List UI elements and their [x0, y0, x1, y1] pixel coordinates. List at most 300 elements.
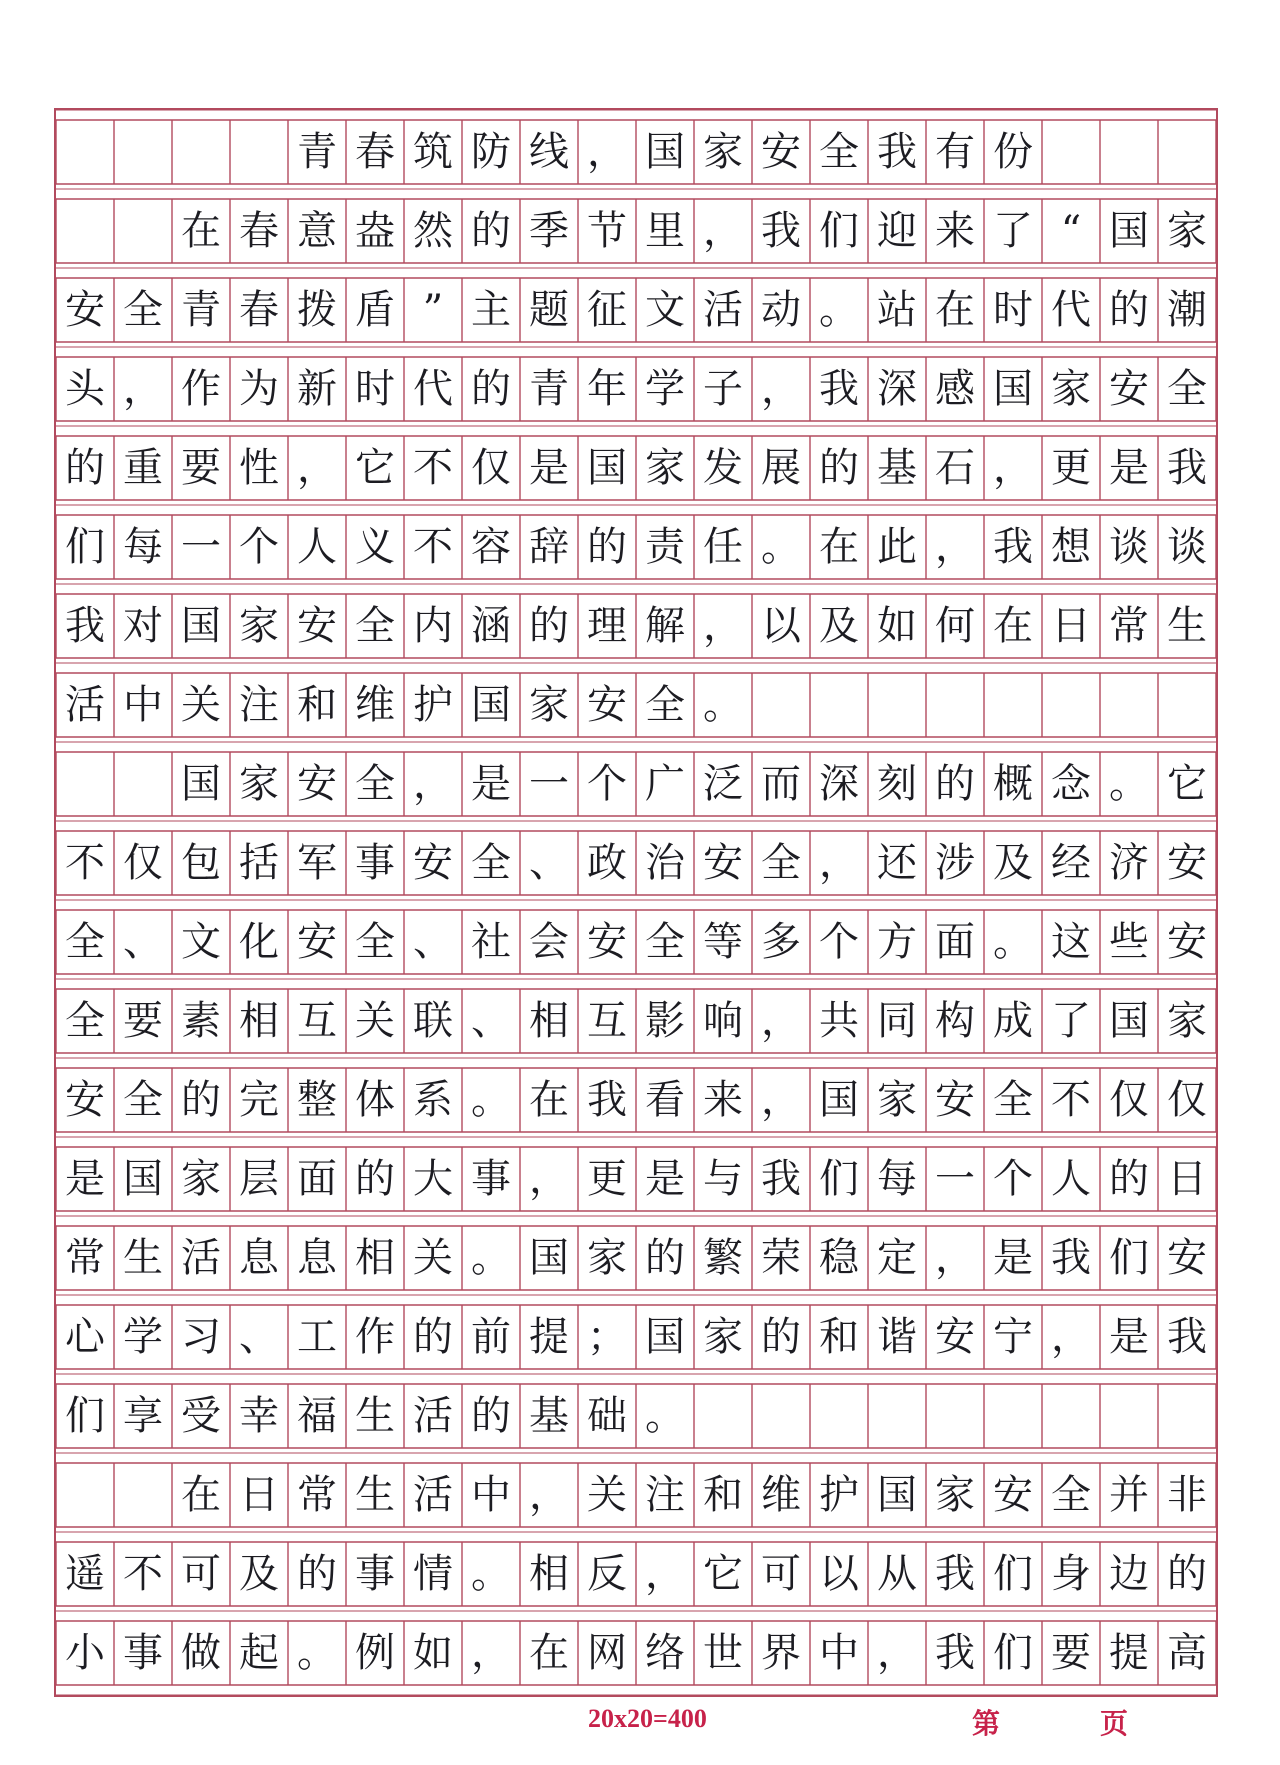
grid-cell: 活 [65, 682, 105, 728]
grid-cell [172, 120, 230, 184]
grid-cell: 和 [819, 1314, 859, 1360]
grid-cell: 同 [877, 998, 917, 1044]
grid-cell: 广 [645, 761, 685, 807]
grid-cell: 更 [587, 1156, 627, 1202]
grid-cell: 然 [413, 208, 453, 254]
grid-cell: ， [1051, 1314, 1091, 1360]
grid-cell: 福 [297, 1393, 337, 1439]
grid-cell: 我 [993, 524, 1033, 570]
grid-cell: 安 [935, 1314, 975, 1360]
grid-cell: 的 [529, 603, 569, 649]
grid-cell: 我 [65, 603, 105, 649]
grid-cell: 此 [877, 524, 917, 570]
grid-cell: 每 [123, 524, 163, 570]
page-footer [0, 1700, 1280, 1740]
essay-row [56, 989, 1216, 1053]
grid-cell: 代 [1051, 287, 1091, 333]
grid-cell: 安 [297, 919, 337, 965]
grid-cell: 系 [413, 1077, 453, 1123]
grid-cell: 深 [819, 761, 859, 807]
grid-cell: 遥 [65, 1551, 105, 1597]
grid-cell: 头 [65, 366, 105, 412]
grid-cell [1158, 673, 1216, 737]
grid-cell: 国 [181, 603, 221, 649]
essay-row [56, 673, 1216, 737]
grid-cell: ， [703, 208, 743, 254]
essay-row [56, 1226, 1216, 1290]
grid-cell: 们 [993, 1551, 1033, 1597]
grid-cell: 习 [181, 1314, 221, 1360]
grid-cell: 包 [181, 840, 221, 886]
grid-cell [230, 120, 288, 184]
grid-cell: 与 [703, 1156, 743, 1202]
grid-cell: 对 [123, 603, 163, 649]
grid-cell: 的 [761, 1314, 801, 1360]
grid-cell: 。 [993, 919, 1033, 965]
grid-cell: 国 [529, 1235, 569, 1281]
grid-cell [810, 1384, 868, 1448]
grid-cell: 防 [471, 129, 511, 175]
grid-cell: 维 [761, 1472, 801, 1518]
grid-cell: 和 [297, 682, 337, 728]
grid-cell: 潮 [1167, 287, 1207, 333]
grid-cell: ， [587, 129, 627, 175]
grid-cell: ， [819, 840, 859, 886]
grid-cell: 国 [1109, 208, 1149, 254]
grid-cell: 常 [297, 1472, 337, 1518]
grid-cell: 互 [587, 998, 627, 1044]
grid-cell: 政 [587, 840, 627, 886]
grid-cell: 以 [761, 603, 801, 649]
grid-cell: 维 [355, 682, 395, 728]
grid-cell [114, 752, 172, 816]
grid-cell: 我 [819, 366, 859, 412]
grid-cell: 们 [819, 1156, 859, 1202]
grid-cell: ， [471, 1630, 511, 1676]
grid-cell: 人 [297, 524, 337, 570]
grid-cell: 家 [181, 1156, 221, 1202]
grid-cell: 事 [123, 1630, 163, 1676]
grid-cell: 联 [413, 998, 453, 1044]
essay-row [56, 594, 1216, 658]
grid-cell: 仅 [123, 840, 163, 886]
grid-cell: 及 [993, 840, 1033, 886]
grid-cell: 们 [65, 524, 105, 570]
grid-cell: 学 [645, 366, 685, 412]
grid-cell: 。 [645, 1393, 685, 1439]
grid-cell: 我 [877, 129, 917, 175]
grid-cell: 事 [471, 1156, 511, 1202]
grid-cell: 的 [1109, 287, 1149, 333]
grid-cell: 青 [297, 129, 337, 175]
grid-cell: 影 [645, 998, 685, 1044]
grid-cell: 例 [355, 1630, 395, 1676]
page-label: 第 [972, 1709, 1001, 1740]
grid-cell: 。 [471, 1235, 511, 1281]
grid-cell: 展 [761, 445, 801, 491]
grid-cell: 相 [529, 1551, 569, 1597]
grid-cell: 谐 [877, 1314, 917, 1360]
grid-cell: 中 [819, 1630, 859, 1676]
grid-cell: 活 [413, 1393, 453, 1439]
grid-cell: 全 [645, 919, 685, 965]
grid-cell: 济 [1109, 840, 1149, 886]
grid-cell: 容 [471, 524, 511, 570]
grid-cell: 响 [703, 998, 743, 1044]
grid-cell: 安 [587, 682, 627, 728]
grid-cell: 提 [1109, 1630, 1149, 1676]
grid-cell: 来 [703, 1077, 743, 1123]
grid-cell: 是 [471, 761, 511, 807]
grid-cell: 了 [993, 208, 1033, 254]
grid-cell: 做 [181, 1630, 221, 1676]
grid-cell: 在 [529, 1630, 569, 1676]
grid-cell: 国 [877, 1472, 917, 1518]
grid-cell: 前 [471, 1314, 511, 1360]
grid-cell: 是 [645, 1156, 685, 1202]
grid-cell: 、 [471, 998, 511, 1044]
grid-cell: 提 [529, 1314, 569, 1360]
grid-cell: 的 [471, 208, 511, 254]
grid-cell: 代 [413, 366, 453, 412]
grid-cell: 谈 [1167, 524, 1207, 570]
grid-cell: ， [935, 524, 975, 570]
grid-cell: 安 [587, 919, 627, 965]
grid-cell: 全 [471, 840, 511, 886]
grid-cell [1158, 1384, 1216, 1448]
grid-cell: 仅 [471, 445, 511, 491]
grid-cell: 面 [935, 919, 975, 965]
grid-cell: 、 [123, 919, 163, 965]
grid-cell: 多 [761, 919, 801, 965]
grid-cell: 一 [181, 524, 221, 570]
grid-cell: 日 [239, 1472, 279, 1518]
essay-row [56, 278, 1216, 342]
grid-cell: 互 [297, 998, 337, 1044]
grid-cell: 整 [297, 1077, 337, 1123]
grid-cell: 基 [877, 445, 917, 491]
grid-cell: 盾 [355, 287, 395, 333]
essay-row [56, 199, 1216, 263]
grid-cell: 个 [993, 1156, 1033, 1202]
grid-cell: 家 [703, 1314, 743, 1360]
grid-cell: 节 [587, 208, 627, 254]
grid-cell: 的 [413, 1314, 453, 1360]
grid-cell: 义 [355, 524, 395, 570]
grid-cell: 意 [297, 208, 337, 254]
grid-cell: 安 [65, 1077, 105, 1123]
grid-cell [810, 673, 868, 737]
grid-cell: 活 [703, 287, 743, 333]
grid-cell: 关 [355, 998, 395, 1044]
grid-cell: 的 [587, 524, 627, 570]
grid-cell: 全 [355, 919, 395, 965]
grid-cell: 共 [819, 998, 859, 1044]
grid-cell: 辞 [529, 524, 569, 570]
grid-cell: 而 [761, 761, 801, 807]
grid-cell: 常 [65, 1235, 105, 1281]
grid-cell: 全 [123, 1077, 163, 1123]
grid-cell [926, 673, 984, 737]
grid-cell: 。 [1109, 761, 1149, 807]
grid-cell: 大 [413, 1156, 453, 1202]
grid-cell [868, 673, 926, 737]
grid-cell: 更 [1051, 445, 1091, 491]
grid-cell: 家 [935, 1472, 975, 1518]
grid-cell: 不 [413, 524, 453, 570]
grid-cell: 国 [1109, 998, 1149, 1044]
grid-cell: 我 [587, 1077, 627, 1123]
grid-cell: 安 [297, 603, 337, 649]
grid-cell: 我 [1167, 1314, 1207, 1360]
grid-cell: 高 [1167, 1630, 1207, 1676]
grid-cell: 有 [935, 129, 975, 175]
grid-cell: 里 [645, 208, 685, 254]
grid-cell: 经 [1051, 840, 1091, 886]
grid-cell [752, 673, 810, 737]
grid-cell: 基 [529, 1393, 569, 1439]
grid-cell: 的 [471, 366, 511, 412]
grid-cell [1100, 120, 1158, 184]
grid-cell: 年 [587, 366, 627, 412]
grid-cell: 荣 [761, 1235, 801, 1281]
grid-cell: 责 [645, 524, 685, 570]
grid-cell: 身 [1051, 1551, 1091, 1597]
grid-cell: 春 [239, 208, 279, 254]
grid-cell: 的 [297, 1551, 337, 1597]
grid-cell: 层 [239, 1156, 279, 1202]
grid-cell: 安 [413, 840, 453, 886]
grid-cell [926, 1384, 984, 1448]
grid-cell: 了 [1051, 998, 1091, 1044]
grid-cell: 在 [181, 1472, 221, 1518]
grid-cell: 作 [181, 366, 221, 412]
grid-cell: 是 [1109, 1314, 1149, 1360]
grid-cell [752, 1384, 810, 1448]
grid-cell: 国 [123, 1156, 163, 1202]
grid-cell: 家 [587, 1235, 627, 1281]
grid-cell: 的 [471, 1393, 511, 1439]
grid-cell: 方 [877, 919, 917, 965]
grid-cell: 为 [239, 366, 279, 412]
grid-cell: 个 [587, 761, 627, 807]
grid-cell: 的 [355, 1156, 395, 1202]
grid-cell: 会 [529, 919, 569, 965]
grid-cell: 安 [993, 1472, 1033, 1518]
essay-row [56, 831, 1216, 895]
grid-cell: ” [422, 287, 444, 333]
grid-cell [56, 1463, 114, 1527]
grid-cell: 在 [529, 1077, 569, 1123]
grid-cell: ， [297, 445, 337, 491]
grid-cell: 它 [1167, 761, 1207, 807]
grid-cell: “ [1060, 208, 1082, 254]
grid-cell: 日 [1167, 1156, 1207, 1202]
grid-cell: 家 [529, 682, 569, 728]
grid-cell: 、 [413, 919, 453, 965]
grid-cell: 及 [819, 603, 859, 649]
grid-cell: ， [993, 445, 1033, 491]
grid-cell: 息 [239, 1235, 279, 1281]
grid-cell: 全 [1167, 366, 1207, 412]
grid-cell: 谈 [1109, 524, 1149, 570]
grid-cell: 家 [645, 445, 685, 491]
grid-cell: 涵 [471, 603, 511, 649]
grid-cell: 解 [645, 603, 685, 649]
essay-row [56, 1542, 1216, 1606]
grid-cell: 反 [587, 1551, 627, 1597]
grid-cell: 是 [529, 445, 569, 491]
grid-cell: 征 [587, 287, 627, 333]
grid-cell: 每 [877, 1156, 917, 1202]
grid-cell: 、 [239, 1314, 279, 1360]
grid-cell: 生 [355, 1393, 395, 1439]
grid-cell: 内 [413, 603, 453, 649]
grid-cell: 护 [819, 1472, 859, 1518]
grid-cell: ， [529, 1472, 569, 1518]
grid-cell: 护 [413, 682, 453, 728]
grid-cell [114, 199, 172, 263]
page-suffix: 页 [1100, 1709, 1129, 1740]
grid-cell: 安 [65, 287, 105, 333]
grid-cell: 它 [703, 1551, 743, 1597]
grid-cell: 国 [645, 1314, 685, 1360]
grid-cell: 文 [645, 287, 685, 333]
grid-cell: 不 [65, 840, 105, 886]
grid-cell: 家 [1051, 366, 1091, 412]
grid-cell: 感 [935, 366, 975, 412]
essay-row [56, 357, 1216, 421]
grid-cell: 繁 [703, 1235, 743, 1281]
grid-cell: 在 [819, 524, 859, 570]
grid-cell: 界 [761, 1630, 801, 1676]
grid-cell: 站 [877, 287, 917, 333]
grid-cell: 泛 [703, 761, 743, 807]
grid-cell: ， [123, 366, 163, 412]
grid-cell: 筑 [413, 129, 453, 175]
grid-cell: 治 [645, 840, 685, 886]
essay-row [56, 1621, 1216, 1685]
grid-cell: 。 [471, 1077, 511, 1123]
grid-cell: 安 [1167, 919, 1207, 965]
essay-row [56, 1384, 1216, 1448]
grid-cell: ， [413, 761, 453, 807]
grid-cell: 工 [297, 1314, 337, 1360]
grid-cell: 。 [703, 682, 743, 728]
grid-cell: 的 [645, 1235, 685, 1281]
grid-cell: 相 [355, 1235, 395, 1281]
grid-cell: 想 [1051, 524, 1091, 570]
grid-cell: 理 [587, 603, 627, 649]
grid-cell: 我 [1051, 1235, 1091, 1281]
grid-cell: 全 [1051, 1472, 1091, 1518]
grid-cell: 在 [993, 603, 1033, 649]
grid-cell: ， [761, 1077, 801, 1123]
grid-cell: 的 [1167, 1551, 1207, 1597]
grid-cell: 重 [123, 445, 163, 491]
grid-cell: 个 [819, 919, 859, 965]
grid-cell: 受 [181, 1393, 221, 1439]
grid-cell: 全 [645, 682, 685, 728]
grid-cell: ， [529, 1156, 569, 1202]
grid-cell: 仅 [1109, 1077, 1149, 1123]
grid-cell: 何 [935, 603, 975, 649]
grid-cell: 面 [297, 1156, 337, 1202]
grid-cell: 全 [65, 919, 105, 965]
grid-cell: 们 [819, 208, 859, 254]
grid-cell: 事 [355, 840, 395, 886]
grid-cell: 题 [529, 287, 569, 333]
grid-cell: 些 [1109, 919, 1149, 965]
grid-cell: 全 [761, 840, 801, 886]
grid-cell: 如 [877, 603, 917, 649]
grid-cell: 成 [993, 998, 1033, 1044]
grid-cell: 子 [703, 366, 743, 412]
grid-cell: 这 [1051, 919, 1091, 965]
grid-cell: 的 [181, 1077, 221, 1123]
grid-cell: 关 [181, 682, 221, 728]
grid-cell: 迎 [877, 208, 917, 254]
grid-cell: 我 [761, 208, 801, 254]
grid-cell: 们 [993, 1630, 1033, 1676]
grid-cell: 要 [181, 445, 221, 491]
grid-cell: 的 [65, 445, 105, 491]
grid-cell: 我 [935, 1630, 975, 1676]
essay-row [56, 515, 1216, 579]
grid-cell: 是 [993, 1235, 1033, 1281]
grid-cell: 概 [993, 761, 1033, 807]
grid-cell: 宁 [993, 1314, 1033, 1360]
grid-cell [694, 1384, 752, 1448]
grid-cell: 。 [819, 287, 859, 333]
grid-cell [1158, 120, 1216, 184]
essay-row [56, 436, 1216, 500]
grid-cell: 青 [529, 366, 569, 412]
grid-cell: ， [703, 603, 743, 649]
grid-cell: 家 [703, 129, 743, 175]
grid-cell: 活 [413, 1472, 453, 1518]
grid-cell [56, 752, 114, 816]
grid-cell: 我 [935, 1551, 975, 1597]
grid-cell: 全 [355, 761, 395, 807]
grid-cell: 家 [1167, 998, 1207, 1044]
grid-cell: 时 [355, 366, 395, 412]
grid-cell: 涉 [935, 840, 975, 886]
grid-cell: ， [877, 1630, 917, 1676]
grid-cell: 相 [239, 998, 279, 1044]
grid-cell: 在 [181, 208, 221, 254]
grid-cell: 安 [1167, 1235, 1207, 1281]
grid-cell: 安 [761, 129, 801, 175]
grid-cell: 。 [471, 1551, 511, 1597]
grid-cell: 的 [935, 761, 975, 807]
grid-cell: 看 [645, 1077, 685, 1123]
grid-cell: 、 [529, 840, 569, 886]
grid-cell [984, 673, 1042, 737]
grid-cell: 国 [471, 682, 511, 728]
grid-cell: 我 [761, 1156, 801, 1202]
grid-cell: 稳 [819, 1235, 859, 1281]
grid-cell: 生 [1167, 603, 1207, 649]
grid-cell: 不 [413, 445, 453, 491]
grid-cell: ， [761, 998, 801, 1044]
grid-cell: ， [645, 1551, 685, 1597]
grid-cell: 络 [645, 1630, 685, 1676]
essay-row [56, 1305, 1216, 1369]
grid-cell: 性 [239, 445, 279, 491]
grid-cell: 盎 [355, 208, 395, 254]
grid-cell: 全 [65, 998, 105, 1044]
